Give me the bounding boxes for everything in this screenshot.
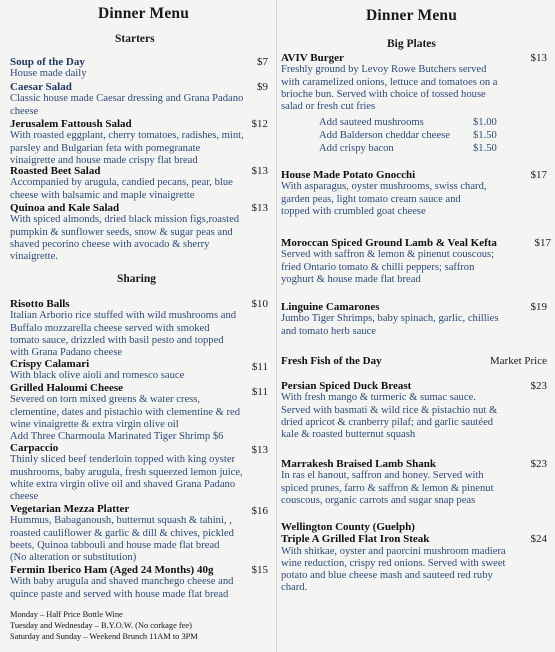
item-desc: With shitkae, oyster and paorcini mushroom madiera (281, 545, 506, 557)
menu-item (10, 358, 275, 383)
menu-item (10, 81, 270, 118)
item-desc: cheese with balsamic and maple vinaigrette (10, 189, 195, 201)
item-name: Caesar Salad (10, 81, 72, 93)
item-price: $23 (530, 458, 547, 470)
item-price: $13 (251, 444, 268, 456)
item-price: $7 (257, 56, 268, 68)
item-desc: dried apricot & cranberry pilaf; and garlic sautéed (281, 416, 494, 428)
item-desc: Freshly ground by Levoy Rowe Butchers served (281, 64, 487, 76)
item-desc: pumpkin & sunflower seeds, snow & sugar peas and (10, 226, 233, 238)
footer-line: Tuesday and Wednesday – B.Y.O.W. (No corkage fee) (10, 621, 192, 630)
item-name: Fresh Fish of the Day (281, 355, 382, 367)
item-price: $24 (530, 533, 547, 545)
item-desc: Severed on torn mixed greens & water cress, (10, 394, 201, 406)
starters-header: Starters (115, 33, 155, 45)
item-name: AVIV Burger (281, 52, 344, 64)
menu-item (10, 382, 278, 443)
item-desc: Classic house made Caesar dressing and Grana Padano (10, 93, 244, 105)
item-desc: mushrooms, baby arugula, fresh squeezed lemon juice, (10, 466, 243, 478)
item-desc: With black olive aioli and romesco sauce (10, 370, 185, 382)
item-desc: vinaigrette. (10, 250, 58, 262)
item-name: Grilled Haloumi Cheese (10, 382, 124, 394)
menu-item (281, 301, 551, 338)
menu-item (281, 355, 481, 367)
item-desc: with Grana Padano cheese (10, 346, 123, 358)
item-name: Persian Spiced Duck Breast (281, 380, 412, 392)
item-price: $13 (251, 165, 268, 177)
item-name: Roasted Beet Salad (10, 165, 101, 177)
item-price: $10 (251, 298, 268, 310)
item-name: Linguine Camarones (281, 301, 380, 313)
item-desc: topped with crumbled goat cheese (281, 205, 426, 217)
addon-price: $1.00 (473, 117, 497, 128)
item-desc: House made daily (10, 68, 87, 80)
big-plates-header: Big Plates (387, 38, 436, 50)
item-desc: salad or fresh cut fries (281, 100, 376, 112)
item-desc: Hummus, Babaganoush, butternut squash & tahini, , (10, 515, 232, 527)
addon-price: $1.50 (473, 143, 497, 154)
item-name: Wellington County (Guelph) (281, 521, 415, 533)
menu-item (10, 202, 275, 263)
item-desc: clementine, dates and pistachio with clementine & red (10, 406, 241, 418)
item-price: $17 (534, 237, 551, 249)
menu-title: Dinner Menu (98, 5, 190, 22)
menu-item (281, 237, 551, 286)
item-desc: tomato sauce, drizzled with basil pesto and topped (10, 334, 224, 346)
item-desc: With fresh mango & turmeric & sumac sauce. (281, 392, 476, 404)
item-desc: potato and blue cheese mash and sauteed red ruby (281, 570, 493, 581)
item-desc: Served with basmati & wild rice & pistachio nut & (281, 404, 498, 416)
item-name: Triple A Grilled Flat Iron Steak (281, 533, 430, 546)
item-desc: wine vinaigrette & extra virgin olive oil (10, 418, 179, 430)
item-desc: Add Three Charmoula Marinated Tiger Shrimp $6 (10, 430, 224, 442)
item-name: Fermin Iberico Ham (Aged 24 Months) 40g (10, 564, 214, 576)
menu-item (281, 169, 551, 218)
item-desc: yoghurt & house made flat bread (281, 273, 421, 285)
addon-label: Add sauteed mushrooms (319, 117, 424, 128)
item-price: $11 (251, 386, 268, 398)
item-price: $11 (251, 361, 268, 373)
item-desc: garden peas, light tomato cream sauce and (281, 193, 461, 205)
item-name: Jerusalem Fattoush Salad (10, 118, 132, 130)
menu-item (10, 503, 278, 564)
item-desc: cheese (10, 105, 39, 117)
menu-item (10, 165, 275, 202)
item-desc: cheese (10, 490, 39, 502)
addon-price: $1.50 (473, 130, 497, 141)
menu-title: Dinner Menu (366, 7, 458, 24)
item-desc: Buffalo mozzarella cheese served with smoked (10, 322, 210, 334)
item-desc: roasted cauliflower & garlic & dill & chives, pickled (10, 527, 234, 539)
item-desc: with caramelized onions, lettuce and tomatoes on a (281, 76, 498, 88)
addon-label: Add crispy bacon (319, 143, 394, 154)
item-desc: kale & roasted butternut squash (281, 428, 416, 440)
item-desc: beets, Quinoa tabbouli and house made flat bread (10, 539, 220, 551)
item-name: House Made Potato Gnocchi (281, 169, 416, 181)
item-desc: chard. (281, 582, 308, 594)
item-name: Quinoa and Kale Salad (10, 202, 120, 214)
item-name: Soup of the Day (10, 56, 85, 68)
item-desc: and tomato herb sauce (281, 325, 377, 337)
menu-item (281, 52, 551, 113)
item-desc: vinaigrette and house made crispy flat bread (10, 154, 198, 166)
item-name: Crispy Calamari (10, 358, 90, 370)
item-price: $16 (251, 505, 268, 517)
item-price: $13 (251, 202, 268, 214)
item-price: $13 (530, 52, 547, 64)
item-desc: white extra virgin olive oil and shaved Grana Padano (10, 478, 236, 490)
item-desc: Accompanied by arugula, candied pecans, pear, blue (10, 177, 233, 189)
footer-line: Monday – Half Price Bottle Wine (10, 610, 123, 619)
item-desc: Italian Arborio rice stuffed with wild mushrooms and (10, 310, 237, 322)
item-desc: spiced prunes, farro & saffron & lemon & pinenut (281, 482, 494, 494)
menu-item (281, 380, 551, 441)
item-name: Marrakesh Braised Lamb Shank (281, 458, 436, 470)
item-price: $17 (530, 169, 547, 181)
item-price: $12 (251, 118, 268, 130)
item-price: Market Price (489, 355, 547, 367)
item-name: Risotto Balls (10, 298, 70, 310)
menu-item (10, 298, 275, 359)
item-desc: wine reduction, crispy red onions. Served with sweet (281, 557, 506, 569)
item-price: $9 (257, 81, 268, 93)
item-desc: With roasted eggplant, cherry tomatoes, radishes, mint, (10, 130, 244, 142)
item-desc: parsley and Bulgarian feta with pomegranate (10, 142, 201, 154)
addon-label: Add Balderson cheddar cheese (319, 130, 450, 141)
menu-item (10, 442, 278, 503)
footer-notes (10, 609, 275, 642)
menu-item (281, 521, 551, 594)
footer-line: Saturday and Sunday – Weekend Brunch 11AM to 3PM (10, 632, 198, 641)
menu-item (281, 458, 551, 507)
menu-item (10, 564, 278, 601)
menu-item (10, 118, 275, 167)
item-desc: Thinly sliced beef tenderloin topped with king oyster (10, 454, 236, 466)
item-name: Vegetarian Mezza Platter (10, 503, 130, 515)
item-price: $23 (530, 380, 547, 392)
menu-item (10, 56, 270, 81)
item-price: $15 (251, 564, 268, 576)
item-desc: couscous, organic carrots and sugar snap peas (281, 494, 476, 506)
item-desc: In ras el hanout, saffron and honey. Served with (281, 470, 484, 482)
item-desc: Served with saffron & lemon & pinenut couscous; (281, 249, 495, 261)
item-price: $19 (530, 301, 547, 313)
item-desc: With asparagus, oyster mushrooms, swiss chard, (281, 181, 487, 193)
item-desc: With baby arugula and shaved manchego cheese and (10, 576, 234, 588)
item-desc: Jumbo Tiger Shrimps, baby spinach, garlic, chillies (281, 313, 499, 325)
item-desc: fried Ontario tomato & chilli peppers; saffron (281, 261, 475, 273)
item-desc: quince paste and served with house made flat bread (10, 588, 229, 600)
item-desc: With spiced almonds, dried black mission figs,roasted (10, 214, 240, 226)
item-desc: (No alteration or substitution) (10, 551, 137, 563)
item-desc: shaved pecorino cheese with avocado & sherry (10, 238, 210, 250)
item-name: Carpaccio (10, 442, 59, 454)
item-name: Moroccan Spiced Ground Lamb & Veal Kefta (281, 237, 497, 249)
sharing-header: Sharing (117, 273, 156, 285)
item-desc: brioche bun. Served with choice of tossed house (281, 88, 486, 100)
